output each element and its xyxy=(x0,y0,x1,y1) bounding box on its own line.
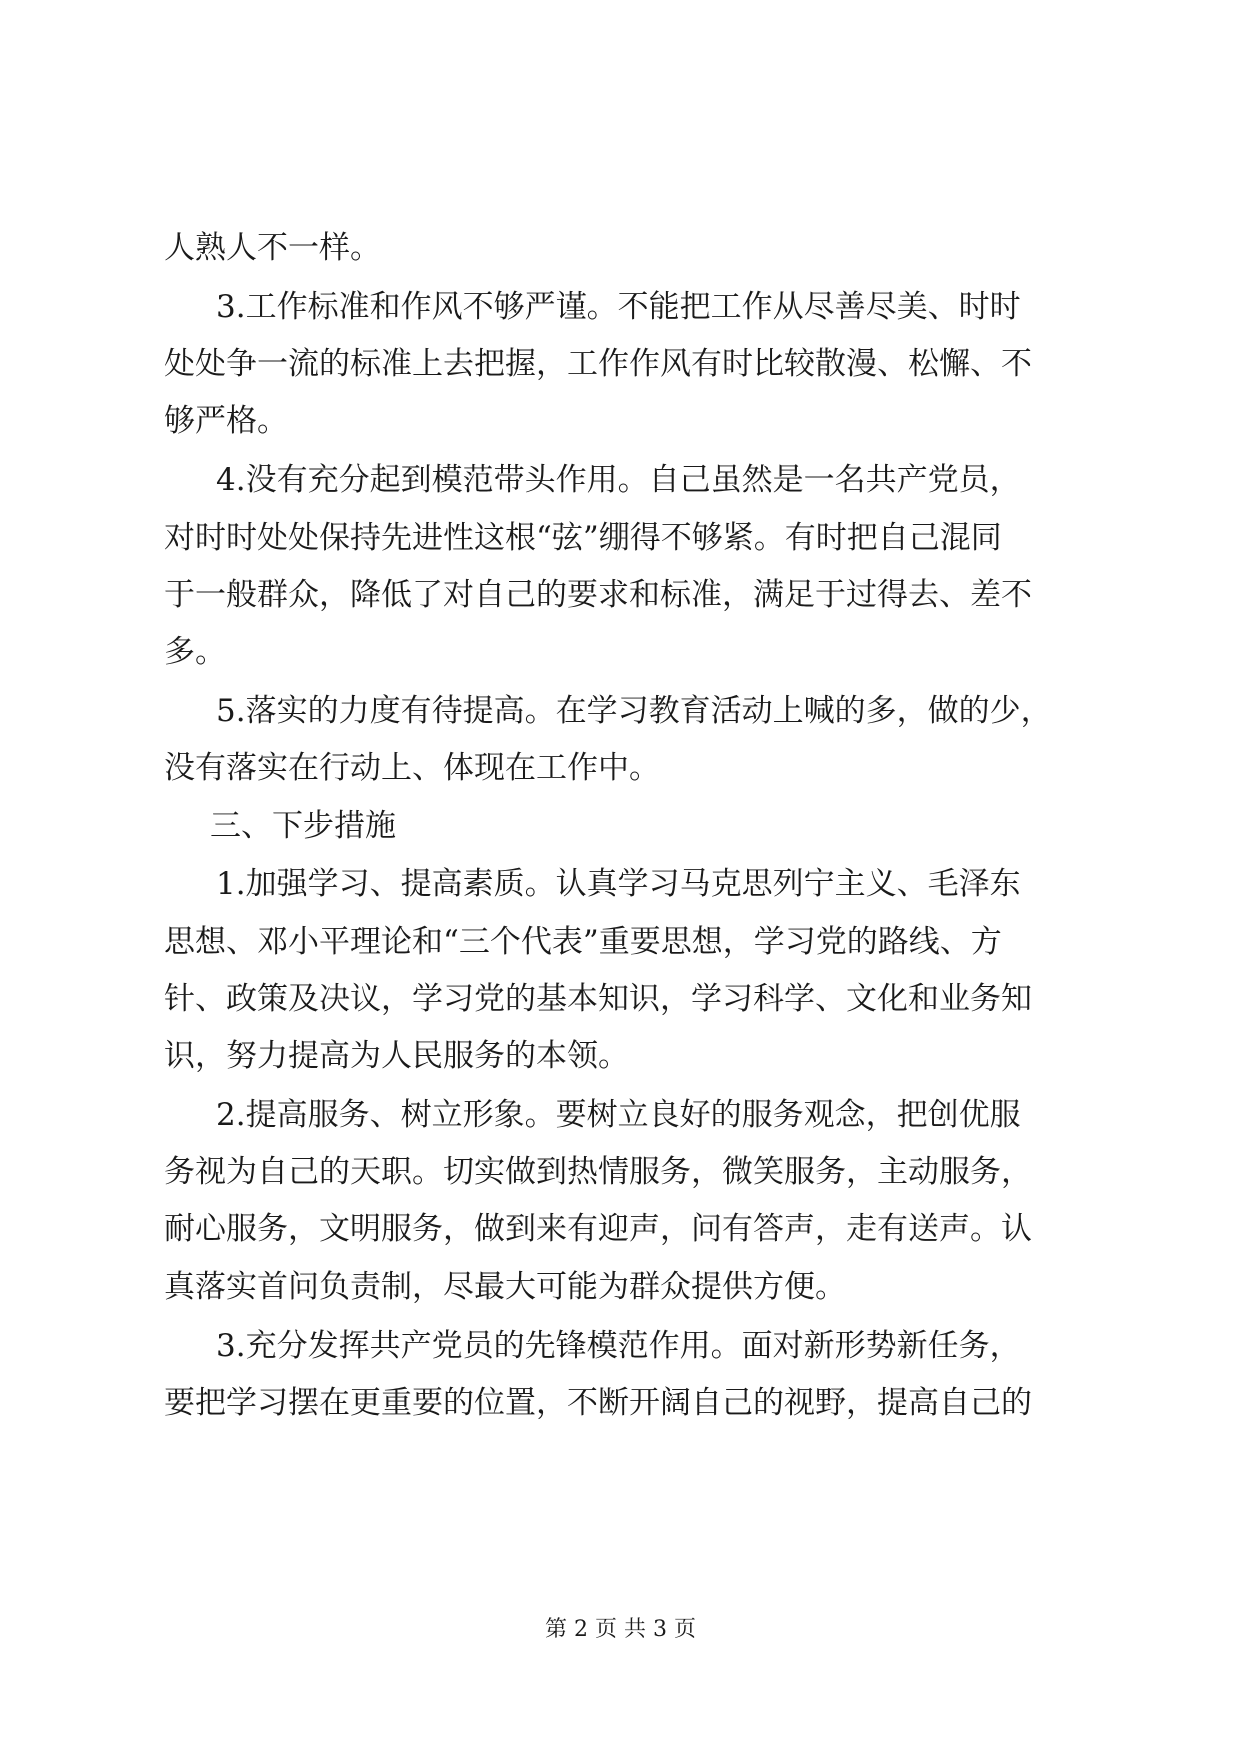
text-line: 2.提高服务、树立形象。要树立良好的服务观念，把创优服 xyxy=(216,1097,1021,1133)
text-line: 3.工作标准和作风不够严谨。不能把工作从尽善尽美、时时 xyxy=(216,289,1021,325)
text-line: 处处争一流的标准上去把握，工作作风有时比较散漫、松懈、不 xyxy=(164,346,1032,382)
text-line: 思想、邓小平理论和“三个代表”重要思想，学习党的路线、方 xyxy=(164,924,1002,960)
text-line: 5.落实的力度有待提高。在学习教育活动上喊的多，做的少， xyxy=(216,693,1052,729)
page-number: 第 2 页 共 3 页 xyxy=(545,1617,696,1642)
text-line: 针、政策及决议，学习党的基本知识，学习科学、文化和业务知 xyxy=(164,981,1032,1017)
section-heading: 三、下步措施 xyxy=(210,808,396,844)
text-line: 够严格。 xyxy=(164,403,288,439)
text-line: 识，努力提高为人民服务的本领。 xyxy=(164,1038,629,1074)
page-footer xyxy=(0,1612,1241,1643)
text-line: 于一般群众，降低了对自己的要求和标准，满足于过得去、差不 xyxy=(164,577,1032,613)
text-line: 没有落实在行动上、体现在工作中。 xyxy=(164,750,660,786)
text-line: 耐心服务，文明服务，做到来有迎声，问有答声，走有送声。认 xyxy=(164,1211,1032,1247)
text-line: 要把学习摆在更重要的位置，不断开阔自己的视野，提高自己的 xyxy=(164,1385,1032,1421)
text-line: 1.加强学习、提高素质。认真学习马克思列宁主义、毛泽东 xyxy=(216,866,1021,902)
text-line: 多。 xyxy=(164,634,226,670)
text-line: 3.充分发挥共产党员的先锋模范作用。面对新形势新任务， xyxy=(216,1328,1021,1364)
text-line: 对时时处处保持先进性这根“弦”绷得不够紧。有时把自己混同 xyxy=(164,520,1002,556)
text-line: 真落实首问负责制，尽最大可能为群众提供方便。 xyxy=(164,1269,846,1305)
text-line: 人熟人不一样。 xyxy=(164,230,381,266)
text-line: 4.没有充分起到模范带头作用。自己虽然是一名共产党员， xyxy=(216,462,1021,498)
text-line: 务视为自己的天职。切实做到热情服务，微笑服务，主动服务， xyxy=(164,1154,1032,1190)
